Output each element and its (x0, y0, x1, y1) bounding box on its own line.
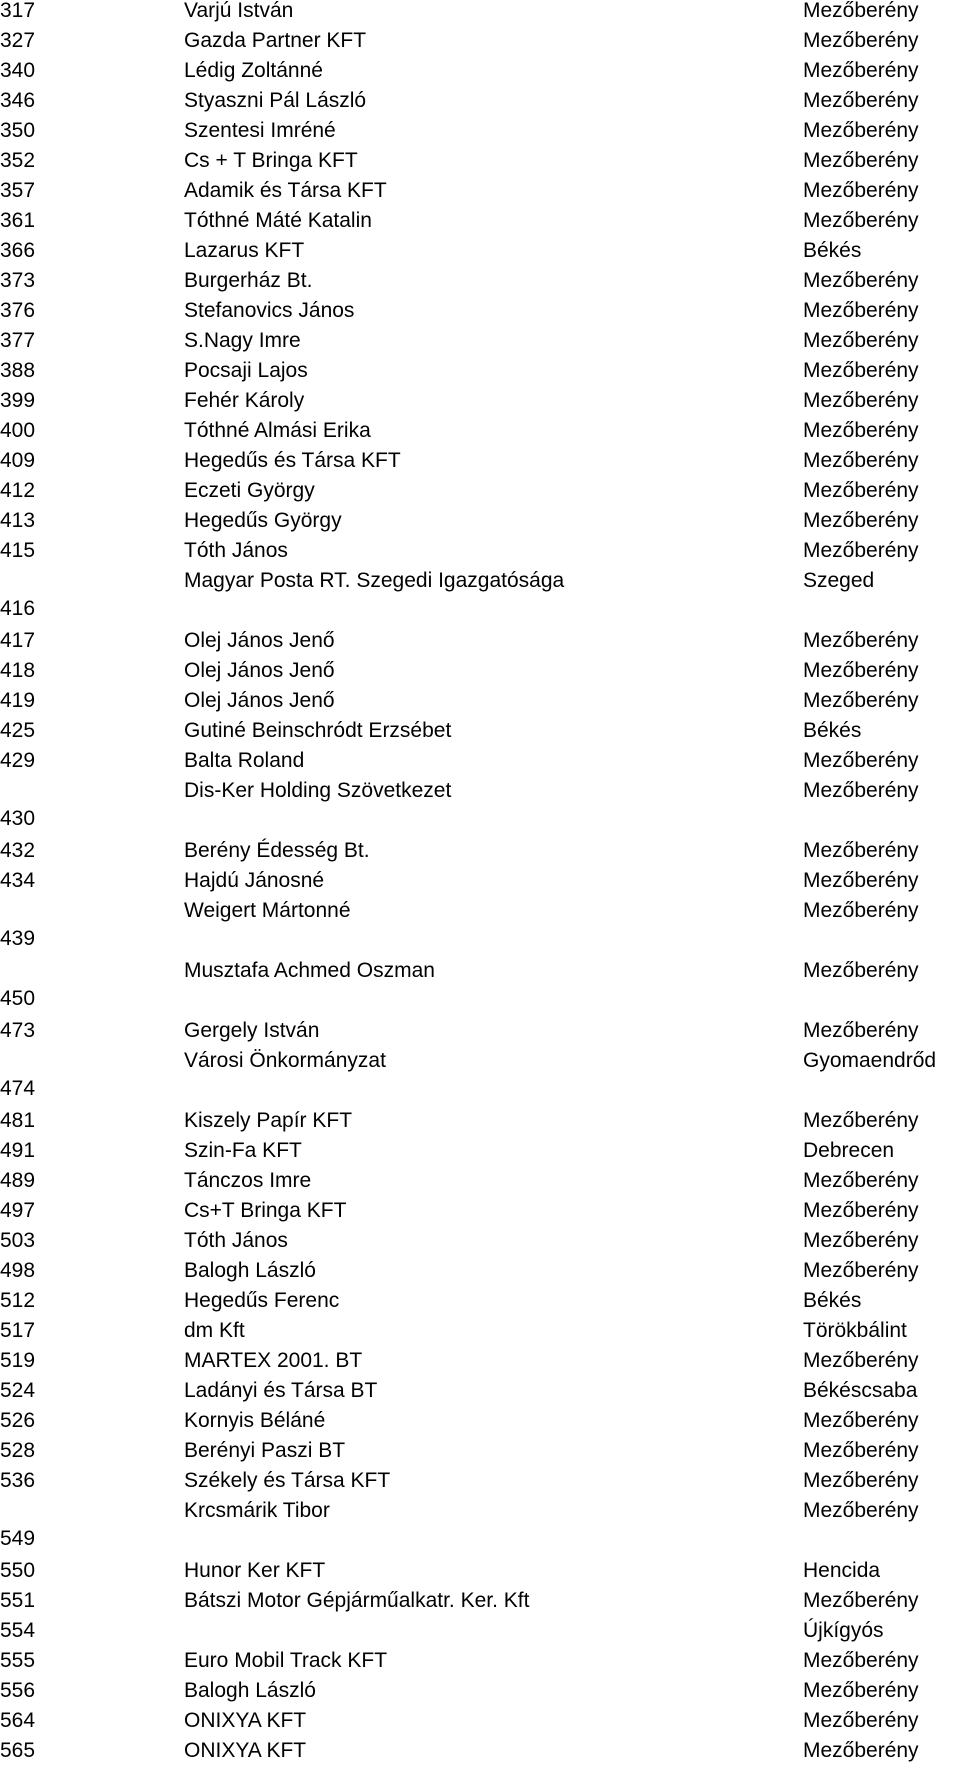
row-name: Adamik és Társa KFT (184, 179, 387, 202)
row-number: 350 (0, 119, 36, 142)
row-city: Békéscsaba (803, 1379, 918, 1402)
row-number: 346 (0, 89, 36, 112)
row-city: Békés (803, 719, 862, 742)
row-name: Hajdú Jánosné (184, 869, 325, 892)
table-row (0, 1680, 960, 1710)
row-name: Fehér Károly (184, 389, 305, 412)
row-name: Ladányi és Társa BT (184, 1379, 378, 1402)
table-row (0, 1260, 960, 1290)
row-number: 430 (0, 807, 36, 830)
table-row (0, 690, 960, 720)
row-city: Mezőberény (803, 659, 919, 682)
row-number: 425 (0, 719, 36, 742)
table-row (0, 1050, 960, 1110)
row-city: Mezőberény (803, 1199, 919, 1222)
row-city: Szeged (803, 569, 875, 592)
table-row (0, 1380, 960, 1410)
row-city: Mezőberény (803, 29, 919, 52)
row-number: 503 (0, 1229, 36, 1252)
row-number: 366 (0, 239, 36, 262)
row-name: ONIXYA KFT (184, 1739, 307, 1762)
row-name: Cs + T Bringa KFT (184, 149, 358, 172)
row-city: Mezőberény (803, 299, 919, 322)
table-row (0, 360, 960, 390)
row-number: 413 (0, 509, 36, 532)
table-row (0, 630, 960, 660)
row-number: 373 (0, 269, 36, 292)
row-number: 550 (0, 1559, 36, 1582)
row-city: Mezőberény (803, 149, 919, 172)
row-city: Mezőberény (803, 269, 919, 292)
table-row (0, 1290, 960, 1320)
row-city: Mezőberény (803, 209, 919, 232)
row-city: Mezőberény (803, 959, 919, 982)
row-number: 481 (0, 1109, 36, 1132)
table-row (0, 1020, 960, 1050)
row-name: Burgerház Bt. (184, 269, 313, 292)
row-number: 399 (0, 389, 36, 412)
row-name: Hunor Ker KFT (184, 1559, 326, 1582)
row-name: S.Nagy Imre (184, 329, 301, 352)
row-name: Stefanovics János (184, 299, 355, 322)
row-city: Mezőberény (803, 1019, 919, 1042)
table-row (0, 540, 960, 570)
row-number: 409 (0, 449, 36, 472)
row-city: Mezőberény (803, 1169, 919, 1192)
row-city: Újkígyós (803, 1619, 884, 1642)
row-name: Olej János Jenő (184, 689, 335, 712)
row-city: Mezőberény (803, 479, 919, 502)
table-row (0, 960, 960, 1020)
row-number: 418 (0, 659, 36, 682)
table-row (0, 1350, 960, 1380)
row-name: MARTEX 2001. BT (184, 1349, 363, 1372)
row-city: Gyomaendrőd (803, 1049, 937, 1072)
row-name: Berény Édesség Bt. (184, 839, 370, 862)
row-number: 377 (0, 329, 36, 352)
row-number: 549 (0, 1527, 36, 1550)
row-city: Mezőberény (803, 59, 919, 82)
row-city: Mezőberény (803, 1409, 919, 1432)
table-row (0, 1410, 960, 1440)
table-row (0, 1650, 960, 1680)
table-row (0, 240, 960, 270)
row-name: Balogh László (184, 1679, 316, 1702)
row-name: Balta Roland (184, 749, 305, 772)
row-city: Mezőberény (803, 629, 919, 652)
row-city: Mezőberény (803, 899, 919, 922)
row-city: Mezőberény (803, 1439, 919, 1462)
row-city: Mezőberény (803, 89, 919, 112)
row-name: Musztafa Achmed Oszman (184, 959, 435, 982)
row-number: 388 (0, 359, 36, 382)
table-row (0, 480, 960, 510)
row-number: 524 (0, 1379, 36, 1402)
row-number: 491 (0, 1139, 36, 1162)
row-number: 361 (0, 209, 36, 232)
table-row (0, 1710, 960, 1740)
row-number: 317 (0, 0, 36, 22)
row-city: Mezőberény (803, 329, 919, 352)
table-row (0, 150, 960, 180)
row-number: 419 (0, 689, 36, 712)
row-city: Mezőberény (803, 1679, 919, 1702)
row-name: Városi Önkormányzat (184, 1049, 386, 1072)
row-city: Mezőberény (803, 1259, 919, 1282)
row-name: Gazda Partner KFT (184, 29, 367, 52)
row-number: 526 (0, 1409, 36, 1432)
row-name: Szin-Fa KFT (184, 1139, 302, 1162)
table-row (0, 1590, 960, 1620)
row-name: Gutiné Beinschródt Erzsébet (184, 719, 452, 742)
row-city: Mezőberény (803, 359, 919, 382)
row-name: Hegedűs György (184, 509, 342, 532)
row-name: Kiszely Papír KFT (184, 1109, 353, 1132)
table-row (0, 1560, 960, 1590)
table-row (0, 1230, 960, 1260)
row-number: 429 (0, 749, 36, 772)
table-row (0, 1320, 960, 1350)
row-name: Székely és Társa KFT (184, 1469, 391, 1492)
row-city: Mezőberény (803, 1349, 919, 1372)
table-row (0, 1110, 960, 1140)
row-number: 564 (0, 1709, 36, 1732)
row-name: Olej János Jenő (184, 629, 335, 652)
row-number: 357 (0, 179, 36, 202)
row-number: 519 (0, 1349, 36, 1372)
table-row (0, 450, 960, 480)
row-name: Varjú István (184, 0, 294, 22)
row-number: 450 (0, 987, 36, 1010)
row-number: 400 (0, 419, 36, 442)
row-city: Mezőberény (803, 1589, 919, 1612)
row-city: Mezőberény (803, 449, 919, 472)
row-name: Lazarus KFT (184, 239, 305, 262)
row-number: 489 (0, 1169, 36, 1192)
row-name: Eczeti György (184, 479, 315, 502)
table-row (0, 90, 960, 120)
table-row (0, 210, 960, 240)
row-number: 473 (0, 1019, 36, 1042)
table-row (0, 1170, 960, 1200)
table-row (0, 1740, 960, 1770)
row-number: 554 (0, 1619, 36, 1642)
row-name: Berényi Paszi BT (184, 1439, 346, 1462)
row-number: 439 (0, 927, 36, 950)
row-name: Cs+T Bringa KFT (184, 1199, 347, 1222)
row-city: Mezőberény (803, 509, 919, 532)
row-name: Pocsaji Lajos (184, 359, 308, 382)
row-name: Balogh László (184, 1259, 316, 1282)
row-number: 352 (0, 149, 36, 172)
row-city: Mezőberény (803, 839, 919, 862)
row-number: 498 (0, 1259, 36, 1282)
row-number: 415 (0, 539, 36, 562)
table-row (0, 660, 960, 690)
table-row (0, 900, 960, 960)
table-row (0, 300, 960, 330)
row-city: Mezőberény (803, 1649, 919, 1672)
row-city: Mezőberény (803, 119, 919, 142)
row-number: 434 (0, 869, 36, 892)
table-row (0, 390, 960, 420)
table-row (0, 270, 960, 300)
row-city: Hencida (803, 1559, 881, 1582)
table-row (0, 1200, 960, 1230)
row-number: 474 (0, 1077, 36, 1100)
row-number: 556 (0, 1679, 36, 1702)
table-row (0, 0, 960, 30)
row-number: 497 (0, 1199, 36, 1222)
row-city: Mezőberény (803, 779, 919, 802)
row-name: Tóth János (184, 1229, 288, 1252)
row-name: Dis-Ker Holding Szövetkezet (184, 779, 452, 802)
row-city: Mezőberény (803, 1709, 919, 1732)
row-number: 536 (0, 1469, 36, 1492)
row-number: 528 (0, 1439, 36, 1462)
table-row (0, 120, 960, 150)
row-number: 340 (0, 59, 36, 82)
row-name: Styaszni Pál László (184, 89, 367, 112)
table-row (0, 780, 960, 840)
row-name: Bátszi Motor Gépjárműalkatr. Ker. Kft (184, 1589, 530, 1612)
row-name: Gergely István (184, 1019, 320, 1042)
row-city: Békés (803, 1289, 862, 1312)
row-number: 517 (0, 1319, 36, 1342)
row-name: Szentesi Imréné (184, 119, 336, 142)
row-city: Mezőberény (803, 749, 919, 772)
row-name: Tóthné Almási Erika (184, 419, 371, 442)
row-name: Weigert Mártonné (184, 899, 351, 922)
row-city: Mezőberény (803, 419, 919, 442)
row-name: Magyar Posta RT. Szegedi Igazgatósága (184, 569, 565, 592)
row-city: Mezőberény (803, 1739, 919, 1762)
row-name: Lédig Zoltánné (184, 59, 323, 82)
row-number: 376 (0, 299, 36, 322)
row-number: 565 (0, 1739, 36, 1762)
row-number: 551 (0, 1589, 36, 1612)
table-row (0, 1140, 960, 1170)
row-name: Krcsmárik Tibor (184, 1499, 330, 1522)
row-city: Mezőberény (803, 389, 919, 412)
row-city: Békés (803, 239, 862, 262)
row-number: 432 (0, 839, 36, 862)
row-city: Mezőberény (803, 1229, 919, 1252)
row-name: Hegedűs és Társa KFT (184, 449, 401, 472)
row-number: 416 (0, 597, 36, 620)
table-row (0, 720, 960, 750)
table-row (0, 1470, 960, 1500)
row-name: Kornyis Béláné (184, 1409, 326, 1432)
row-number: 412 (0, 479, 36, 502)
table-row (0, 750, 960, 780)
row-name: Euro Mobil Track KFT (184, 1649, 388, 1672)
row-city: Mezőberény (803, 0, 919, 22)
table-row (0, 1500, 960, 1560)
row-name: Olej János Jenő (184, 659, 335, 682)
table-row (0, 1440, 960, 1470)
row-city: Mezőberény (803, 539, 919, 562)
row-city: Mezőberény (803, 1109, 919, 1132)
table-row (0, 30, 960, 60)
table-row (0, 330, 960, 360)
row-city: Mezőberény (803, 1469, 919, 1492)
row-city: Mezőberény (803, 689, 919, 712)
row-city: Mezőberény (803, 179, 919, 202)
row-name: dm Kft (184, 1319, 245, 1342)
row-number: 417 (0, 629, 36, 652)
row-name: Tóth János (184, 539, 288, 562)
table-row (0, 180, 960, 210)
row-name: Hegedűs Ferenc (184, 1289, 340, 1312)
row-number: 512 (0, 1289, 36, 1312)
row-city: Törökbálint (803, 1319, 907, 1342)
row-name: Tóthné Máté Katalin (184, 209, 372, 232)
table-row (0, 510, 960, 540)
row-city: Debrecen (803, 1139, 895, 1162)
table-row (0, 1620, 960, 1650)
row-number: 327 (0, 29, 36, 52)
row-number: 555 (0, 1649, 36, 1672)
row-name: Tánczos Imre (184, 1169, 312, 1192)
table-row (0, 420, 960, 450)
row-name: ONIXYA KFT (184, 1709, 307, 1732)
table-row (0, 870, 960, 900)
row-city: Mezőberény (803, 869, 919, 892)
table-row (0, 60, 960, 90)
row-city: Mezőberény (803, 1499, 919, 1522)
table-row (0, 840, 960, 870)
table-row (0, 570, 960, 630)
